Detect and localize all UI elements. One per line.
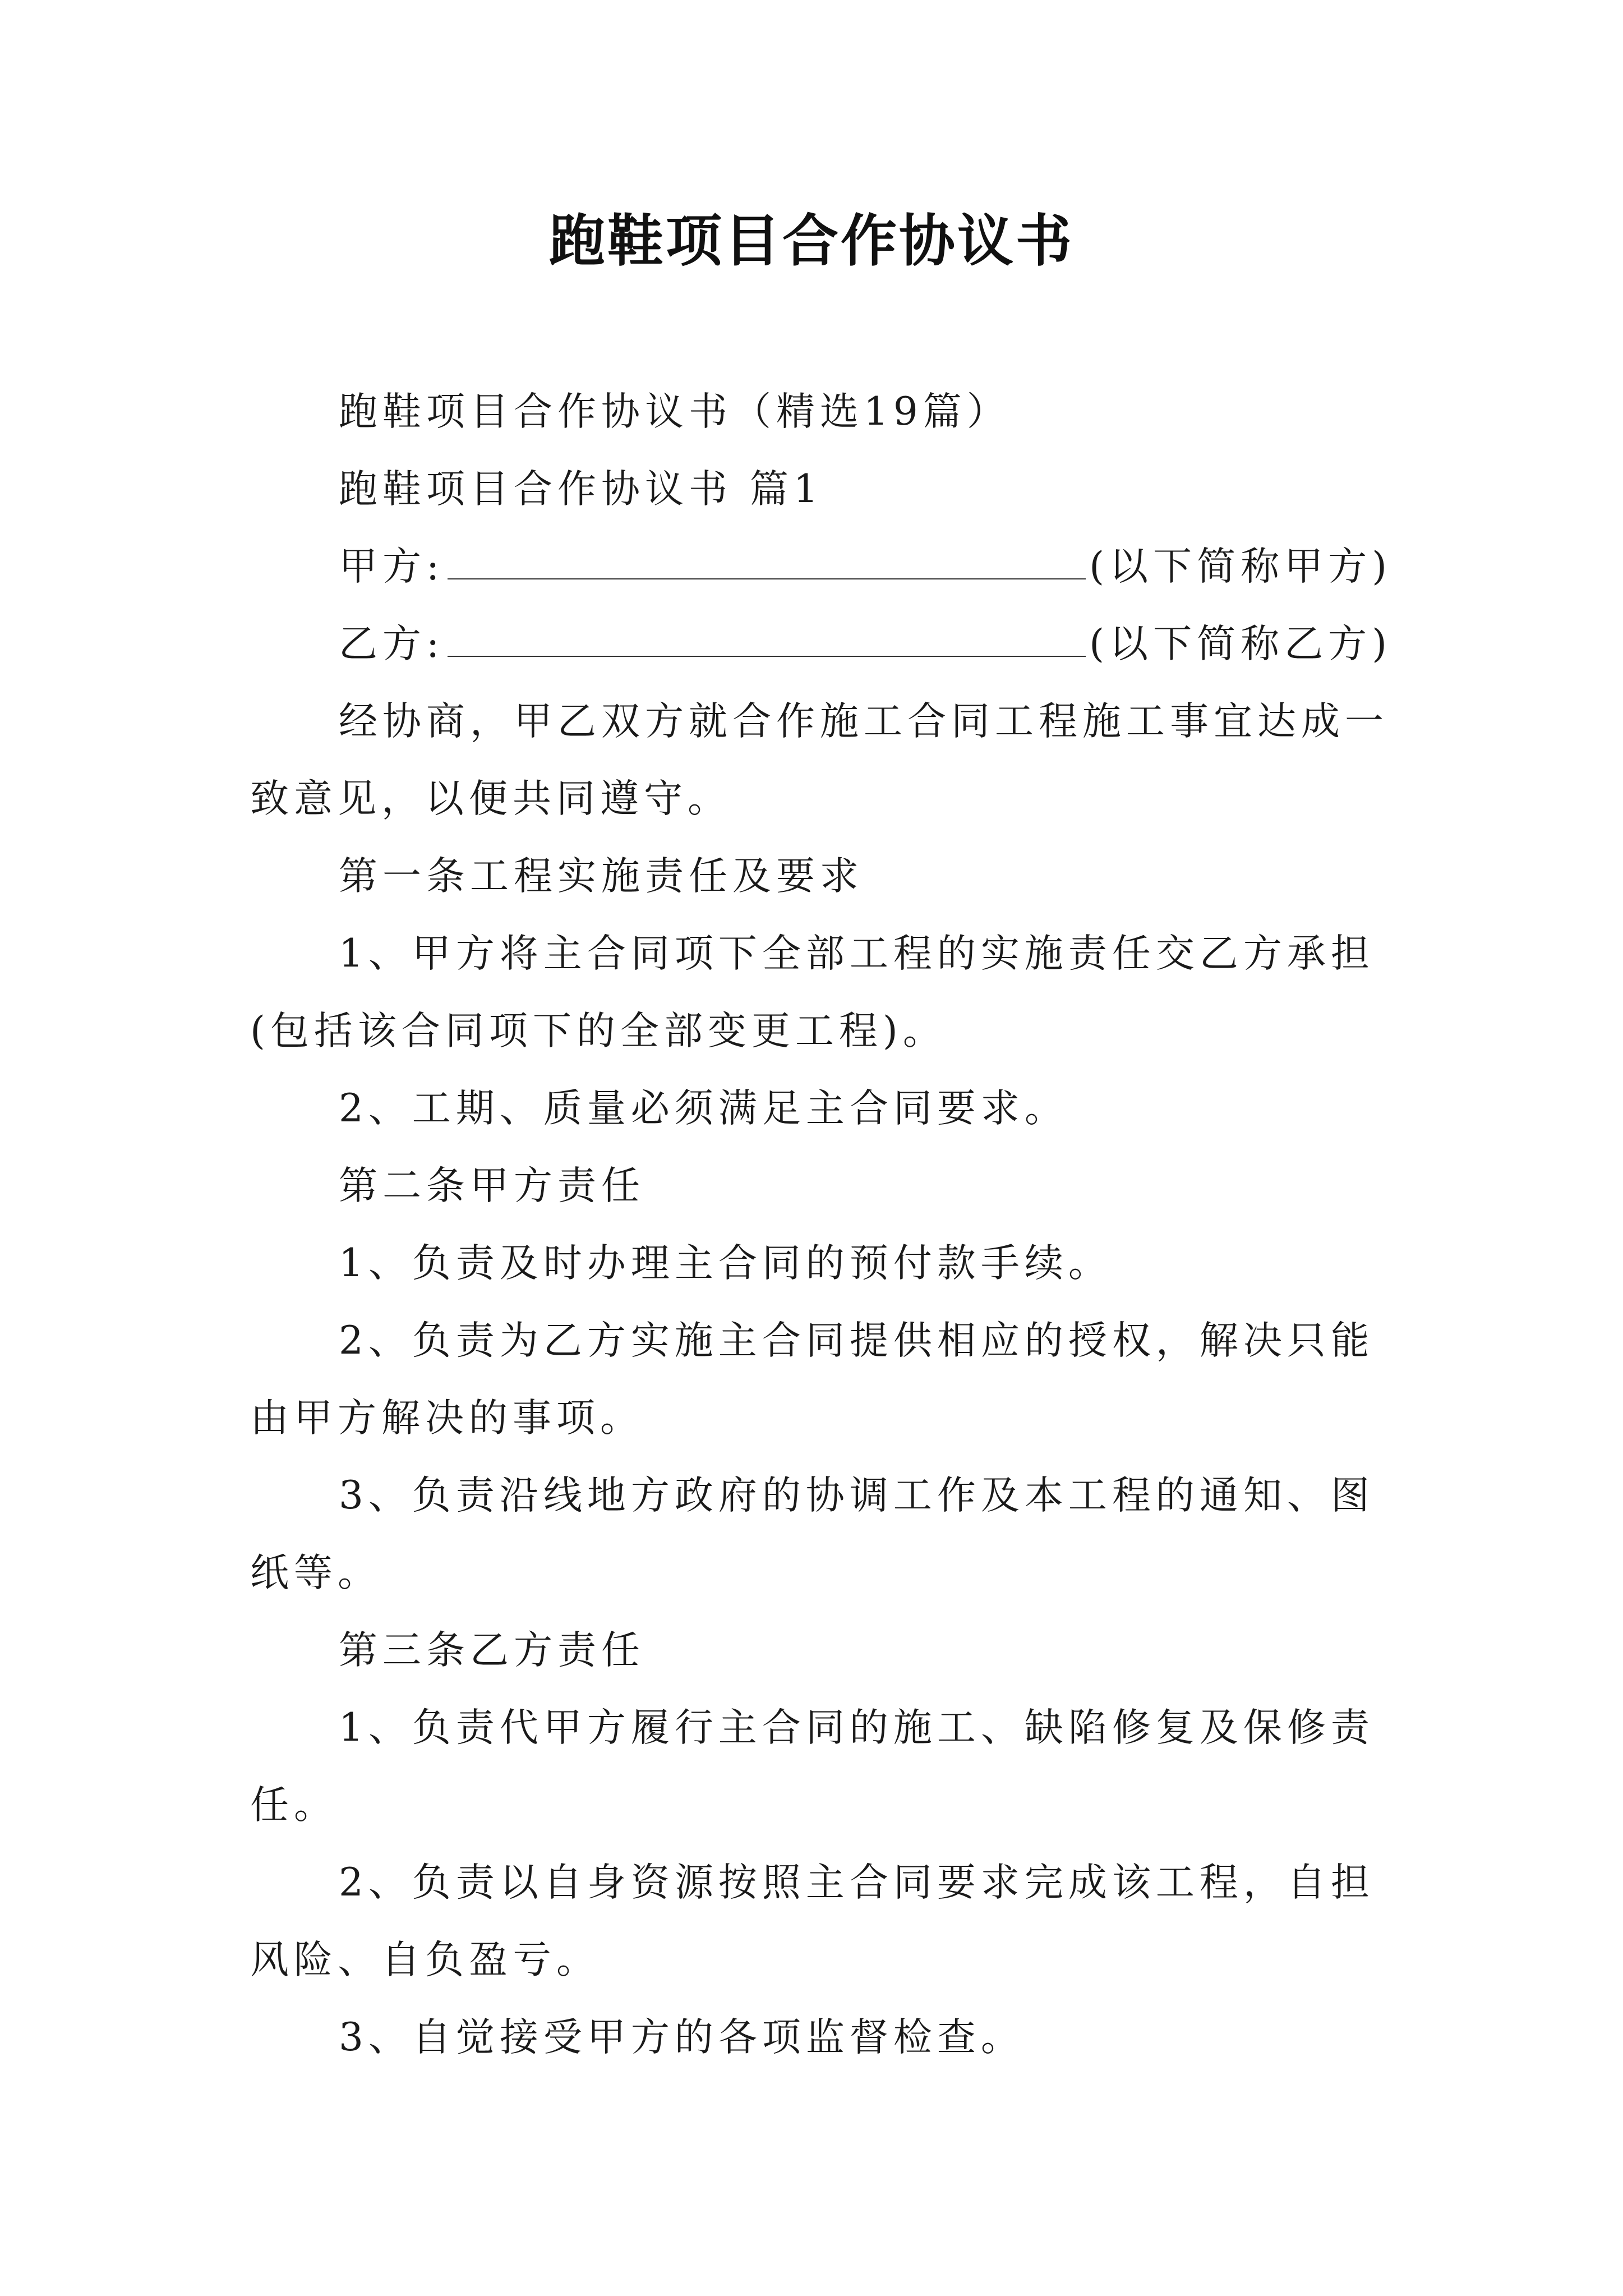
intro-paragraph: 经协商，甲乙双方就合作施工合同工程施工事宜达成一致意见，以便共同遵守。 (250, 699, 1389, 821)
article2-item-3: 3、负责沿线地方政府的协调工作及本工程的通知、图纸等。 (250, 1473, 1375, 1595)
article3-heading: 第三条乙方责任 (339, 1628, 645, 1673)
document-body (250, 373, 1392, 2076)
party-a-label: 甲方: (339, 544, 445, 589)
article2-item-1: 1、负责及时办理主合同的预付款手续。 (339, 1241, 1112, 1286)
party-b-suffix: (以下简称乙方) (1089, 622, 1392, 666)
article1-item-1: 1、甲方将主合同项下全部工程的实施责任交乙方承担(包括该合同项下的全部变更工程)。 (250, 931, 1375, 1053)
document-title: 跑鞋项目合作协议书 (549, 208, 1074, 274)
article2-item-2: 2、负责为乙方实施主合同提供相应的授权，解决只能由甲方解决的事项。 (250, 1318, 1375, 1441)
article3-item-2: 2、负责以自身资源按照主合同要求完成该工程，自担风险、自负盈亏。 (250, 1860, 1375, 1982)
section-heading: 跑鞋项目合作协议书 篇1 (339, 467, 823, 512)
party-b-line (250, 605, 1392, 683)
article3-item-1: 1、负责代甲方履行主合同的施工、缺陷修复及保修责任。 (250, 1705, 1375, 1828)
article1-heading: 第一条工程实施责任及要求 (339, 854, 864, 899)
article1-item-2: 2、工期、质量必须满足主合同要求。 (339, 1086, 1068, 1131)
party-a-line (250, 528, 1392, 605)
document-subtitle: 跑鞋项目合作协议书（精选19篇） (339, 389, 1011, 434)
article2-heading: 第二条甲方责任 (339, 1163, 645, 1208)
party-b-label: 乙方: (339, 622, 445, 666)
party-a-suffix: (以下简称甲方) (1089, 544, 1392, 589)
article3-item-3: 3、自觉接受甲方的各项监督检查。 (339, 2015, 1025, 2060)
party-b-blank (448, 612, 1086, 657)
party-a-blank (448, 535, 1086, 579)
